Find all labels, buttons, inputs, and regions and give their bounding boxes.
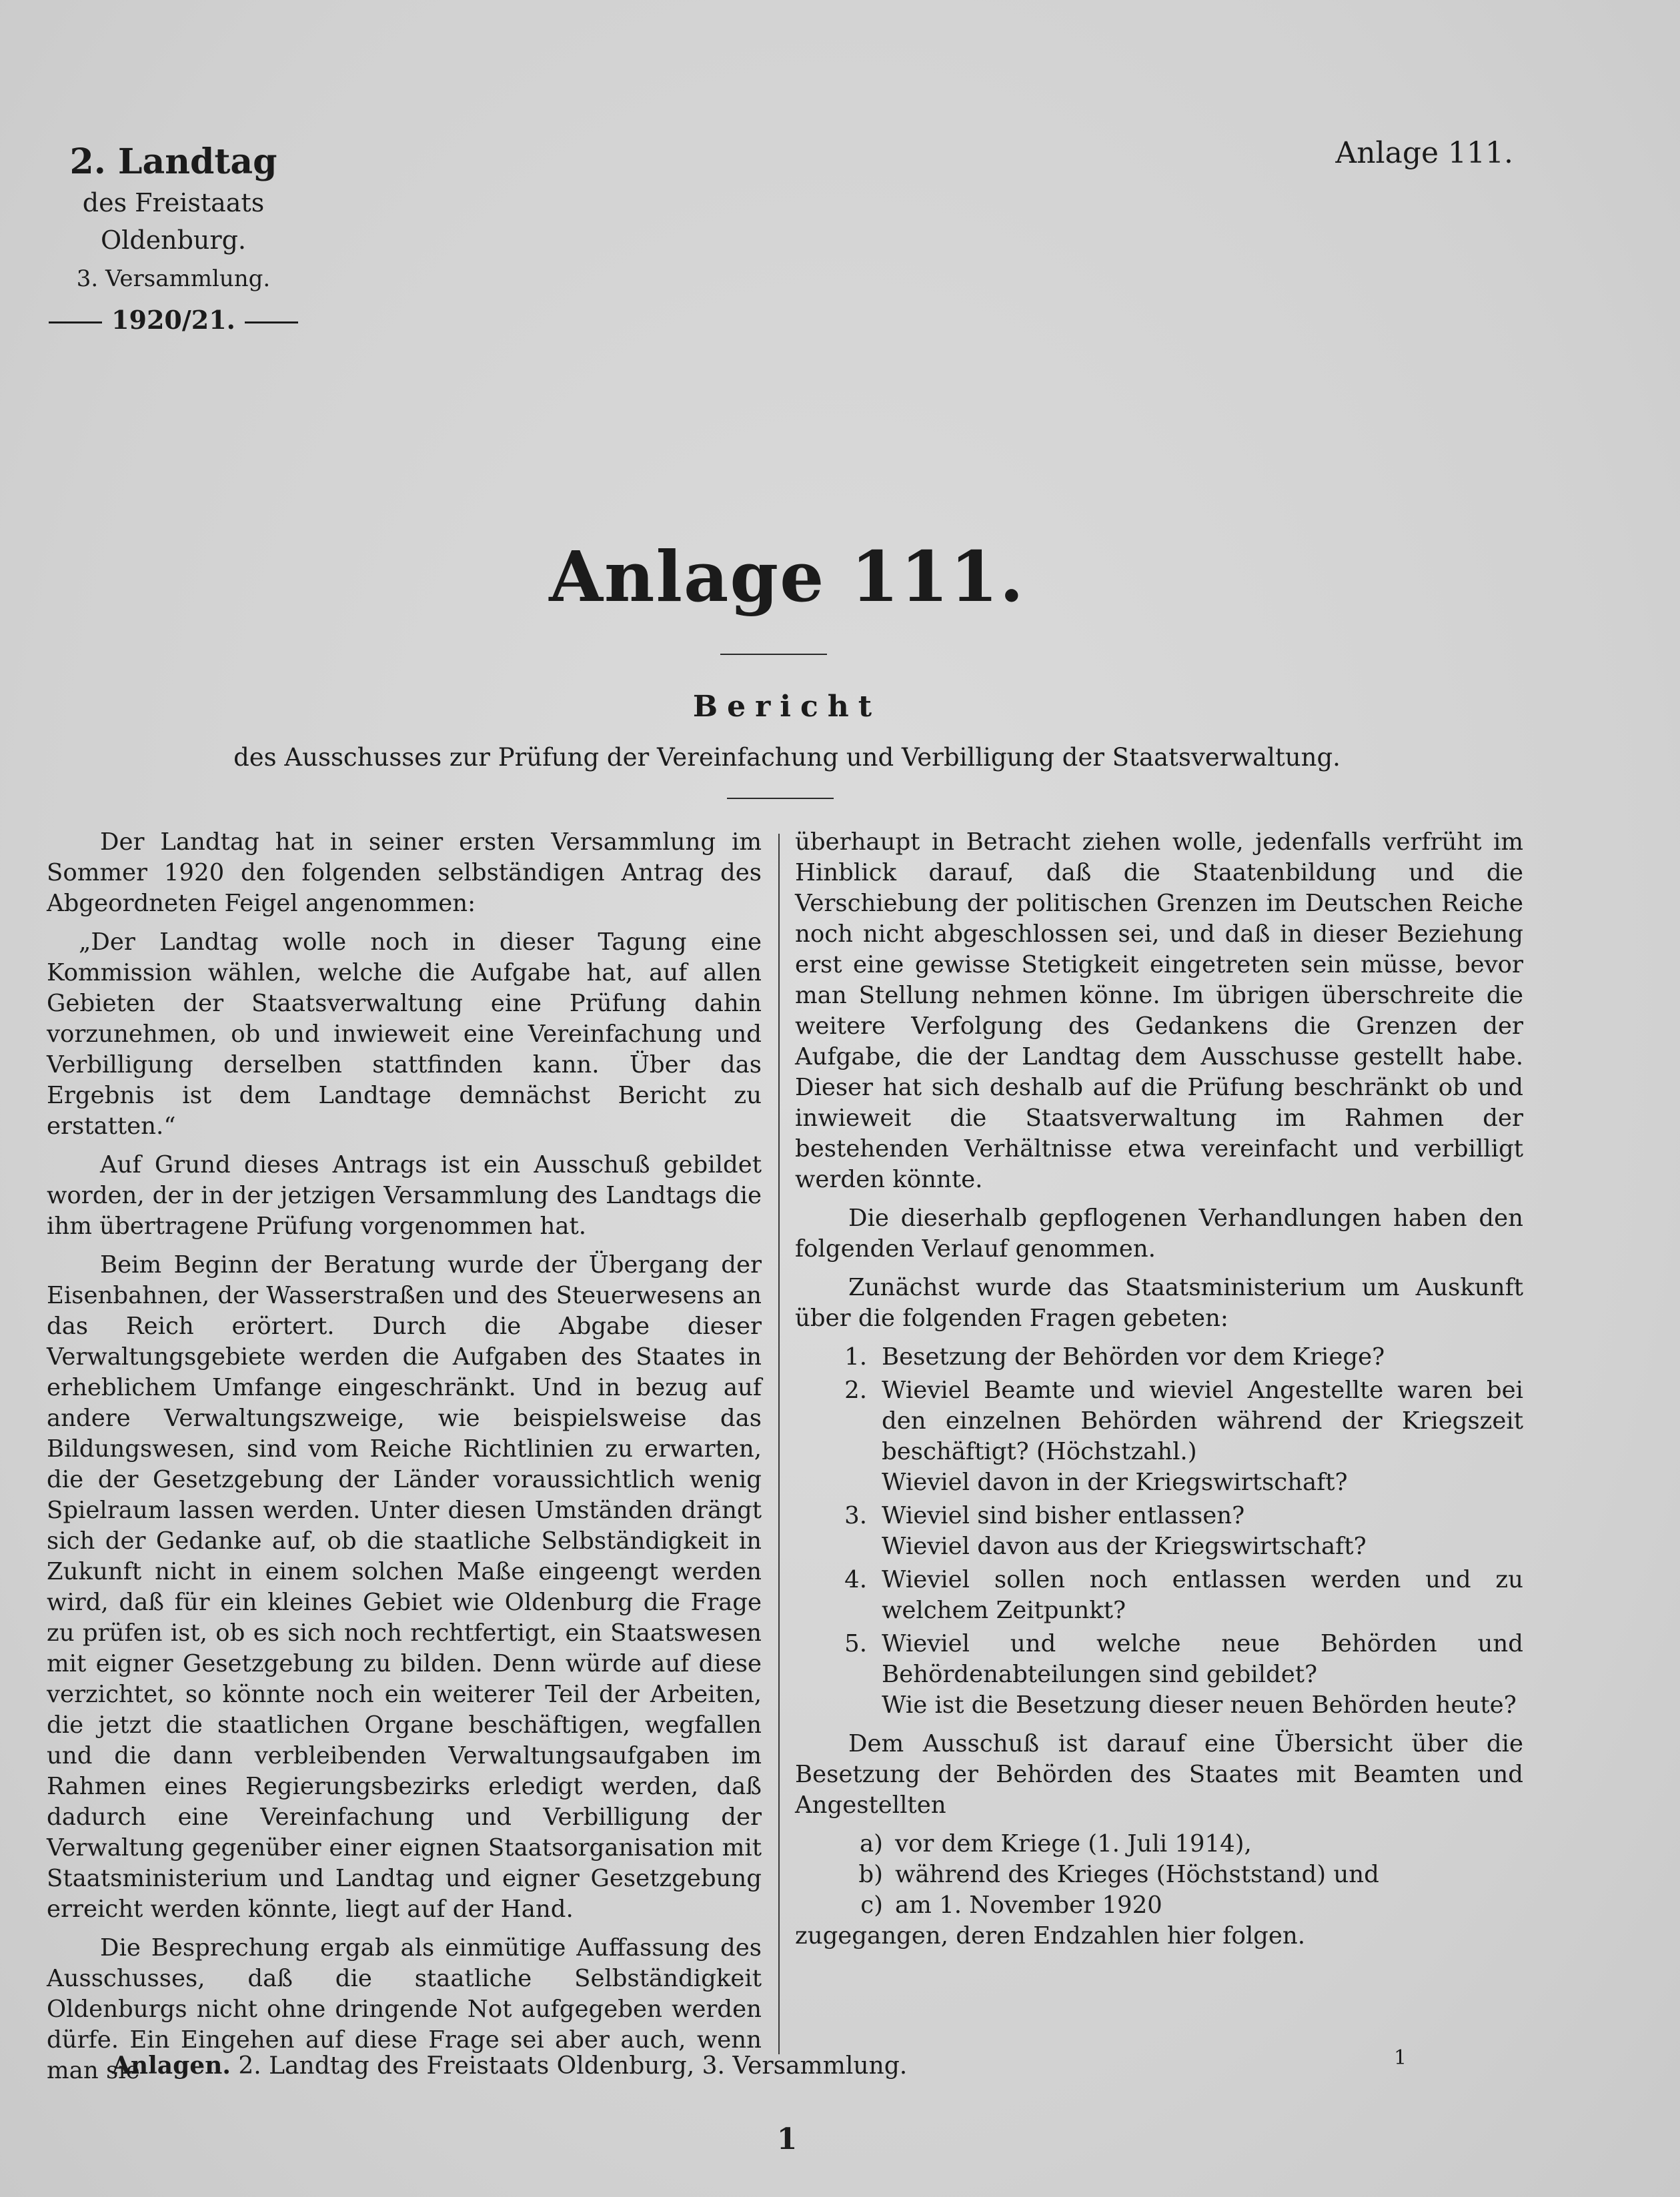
question-line: Wieviel sind bisher entlassen? xyxy=(882,1502,1245,1529)
question-list xyxy=(795,1342,1523,1721)
question-line: Wieviel sollen noch entlassen werden und zu welchem Zeitpunkt? xyxy=(882,1566,1523,1624)
question-number: 3. xyxy=(844,1502,867,1529)
list-item xyxy=(842,1890,1523,1921)
list-text: während des Krieges (Höchststand) und xyxy=(895,1861,1379,1888)
signature-number: 1 xyxy=(1394,2046,1407,2070)
list-letter: b) xyxy=(858,1861,883,1888)
question-line: Wieviel und welche neue Behörden und Behördenabteilungen sind gebildet? xyxy=(882,1630,1523,1688)
question-text xyxy=(882,1342,1523,1373)
left-column xyxy=(47,827,762,2094)
right-paragraph-3: Zunächst wurde das Staatsministerium um Auskunft über die folgenden Fragen gebeten: xyxy=(795,1274,1523,1332)
dash-left xyxy=(49,321,102,323)
question-number: 5. xyxy=(844,1630,867,1657)
list-letter: a) xyxy=(859,1830,883,1858)
right-paragraph-1: überhaupt in Betracht ziehen wolle, jedenfalls verfrüht im Hinblick darauf, daß die Staatenbildung und die Verschiebung der politischen Grenzen im Deutschen Reiche noch nicht abgeschlossen sei, und daß in dieser Beziehung erst eine gewisse Stetigkeit eingetreten sein müsse, bevor man Stellung nehmen könne. Im übrigen überschreite die weitere Verfolgung des Gedankens die Grenzen der Aufgabe, die der Landtag dem Ausschusse gestellt habe. Dieser hat sich deshalb auf die Prüfung beschränkt ob und inwieweit die Staatsverwaltung im Rahmen der bestehenden Verhältnisse etwa vereinfacht und verbilligt werden könnte. xyxy=(795,828,1523,1193)
right-column xyxy=(795,827,1523,1960)
header-landtag: 2. Landtag xyxy=(69,141,277,182)
header-year-text: 1920/21. xyxy=(111,305,235,335)
title-rule xyxy=(720,654,827,655)
footer-text: 2. Landtag des Freistaats Oldenburg, 3. Versammlung. xyxy=(238,2052,908,2080)
question-number: 4. xyxy=(844,1566,867,1593)
list-item xyxy=(842,1829,1523,1860)
column-divider xyxy=(778,834,780,2054)
right-paragraph-5: zugegangen, deren Endzahlen hier folgen. xyxy=(795,1922,1306,1950)
subtitle-bericht: Bericht xyxy=(692,690,882,724)
header-versammlung: 3. Versammlung. xyxy=(76,265,271,292)
left-paragraph-3: Auf Grund dieses Antrags ist ein Ausschuß gebildet worden, der in der jetzigen Versammlung des Landtags die ihm übertragene Prüfung vorgenommen hat. xyxy=(47,1151,762,1240)
page-number: 1 xyxy=(776,2122,798,2156)
list-text: vor dem Kriege (1. Juli 1914), xyxy=(895,1830,1252,1858)
question-number: 2. xyxy=(844,1377,867,1404)
footer-anlagen: Anlagen. xyxy=(112,2052,231,2080)
left-paragraph-5: Die Besprechung ergab als einmütige Auffassung des Ausschusses, daß die staatliche Selbständigkeit Oldenburgs nicht ohne dringende Not aufgegeben werden dürfe. Ein Eingehen auf diese Frage sei aber auch, wenn man sie xyxy=(47,1934,762,2084)
list-item xyxy=(795,1375,1523,1498)
list-item xyxy=(795,1501,1523,1562)
question-text xyxy=(882,1375,1523,1498)
question-line: Wie ist die Besetzung dieser neuen Behörden heute? xyxy=(882,1691,1517,1719)
right-paragraph-4: Dem Ausschuß ist darauf eine Übersicht über die Besetzung der Behörden des Staates mit Beamten und Angestellten xyxy=(795,1730,1523,1819)
footer-line xyxy=(112,2049,907,2083)
header-right-anlage: Anlage 111. xyxy=(1335,136,1513,170)
list-letter: c) xyxy=(860,1892,883,1919)
question-text xyxy=(882,1629,1523,1721)
dash-right xyxy=(245,321,298,323)
header-year xyxy=(27,299,320,341)
left-paragraph-quote: „Der Landtag wolle noch in dieser Tagung eine Kommission wählen, welche die Aufgabe hat, auf allen Gebieten der Staatsverwaltung eine Prüfung dahin vorzunehmen, ob und inwieweit eine Vereinfachung und Verbilligung derselben stattfinden kann. Über das Ergebnis ist dem Landtage demnächst Bericht zu erstatten.“ xyxy=(47,928,762,1140)
question-number: 1. xyxy=(844,1343,867,1371)
list-item xyxy=(795,1629,1523,1721)
question-text xyxy=(882,1565,1523,1626)
question-line: Wieviel davon in der Kriegswirtschaft? xyxy=(882,1469,1348,1496)
question-text xyxy=(882,1501,1523,1562)
list-item xyxy=(795,1342,1523,1373)
question-line: Wieviel Beamte und wieviel Angestellte waren bei den einzelnen Behörden während der Kriegszeit beschäftigt? (Höchstzahl.) xyxy=(882,1377,1523,1465)
left-paragraph-1: Der Landtag hat in seiner ersten Versammlung im Sommer 1920 den folgenden selbständigen Antrag des Abgeordneten Feigel angenommen: xyxy=(47,828,762,917)
page-title: Anlage 111. xyxy=(549,536,1025,618)
subtitle-rule xyxy=(727,798,834,799)
right-paragraph-2: Die dieserhalb gepflogenen Verhandlungen haben den folgenden Verlauf genommen. xyxy=(795,1205,1523,1263)
header-left xyxy=(27,140,320,341)
question-line: Besetzung der Behörden vor dem Kriege? xyxy=(882,1343,1385,1371)
list-text: am 1. November 1920 xyxy=(895,1892,1162,1919)
header-freistaat: des Freistaats Oldenburg. xyxy=(82,188,265,255)
date-list xyxy=(842,1829,1523,1921)
left-paragraph-4: Beim Beginn der Beratung wurde der Übergang der Eisenbahnen, der Wasserstraßen und des Steuerwesens an das Reich erörtert. Durch die Abgabe dieser Verwaltungsgebiete werden die Aufgaben des Staates in erheblichem Umfange eingeschränkt. Und in bezug auf andere Verwaltungszweige, wie beispielsweise das Bildungswesen, sind vom Reiche Richtlinien zu erwarten, die der Gesetzgebung der Länder voraussichtlich wenig Spielraum lassen werden. Unter diesen Umständen drängt sich der Gedanke auf, ob die staatliche Selbständigkeit in Zukunft nicht in einem solchen Maße eingeengt werden wird, daß für ein kleines Gebiet wie Oldenburg die Frage zu prüfen ist, ob es sich noch rechtfertigt, ein Staatswesen mit eigner Gesetzgebung zu bilden. Denn würde auf diese verzichtet, so könnte noch ein weiterer Teil der Arbeiten, die jetzt die staatlichen Organe beschäftigen, wegfallen und die dann verbleibenden Verwaltungsaufgaben im Rahmen eines Regierungsbezirks erledigt werden, daß dadurch eine Vereinfachung und Verbilligung der Verwaltung gegenüber einer eignen Staatsorganisation mit Staatsministerium und Landtag und eigner Gesetzgebung erreicht werden könnte, liegt auf der Hand. xyxy=(47,1251,762,1923)
subtitle-description: des Ausschusses zur Prüfung der Vereinfachung und Verbilligung der Staatsverwaltung. xyxy=(233,743,1341,772)
question-line: Wieviel davon aus der Kriegswirtschaft? xyxy=(882,1533,1367,1560)
list-item xyxy=(842,1860,1523,1890)
list-item xyxy=(795,1565,1523,1626)
